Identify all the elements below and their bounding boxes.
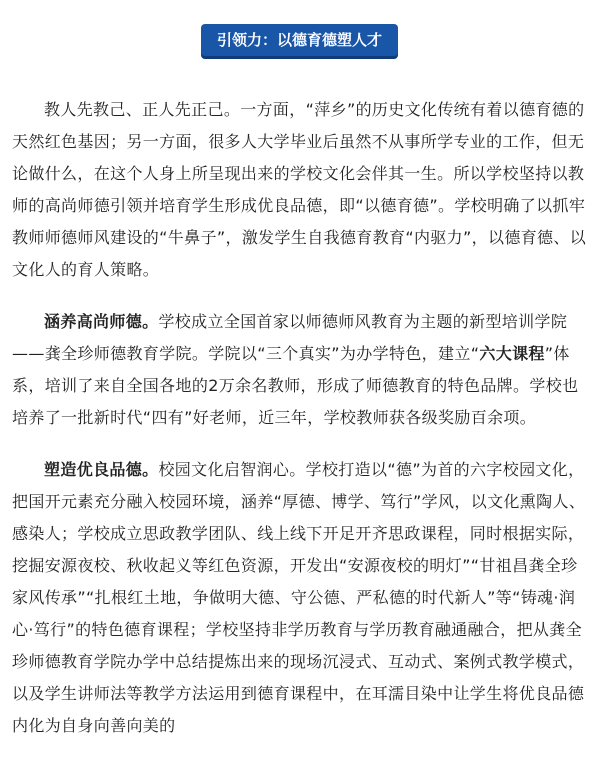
paragraph-2-highlight: 六大课程 xyxy=(479,344,545,363)
section-title: 引领力：以德育德塑人才 xyxy=(203,26,396,54)
title-container xyxy=(0,26,599,54)
paragraph-2-text-a: 学校成立全国首家以师德师风教育为主题的新型培训学院——龚全珍师德教育学院。学院以“三个真实”为办学特色，建立“ xyxy=(12,312,568,363)
paragraph-3-text: 校园文化启智润心。学校打造以“德”为首的六字校园文化，把国开元素充分融入校园环境，涵养“厚德、博学、笃行”学风，以文化熏陶人、感染人；学校成立思政教学团队、线上线下开足开齐思政课程，同时根据实际，挖掘安源夜校、秋收起义等红色资源，开发出“安源夜校的明灯”“甘祖昌龚全珍家风传承”“扎根红土地，争做明大德、守公德、严私德的时代新人”等“铸魂·润心·笃行”的特色德育课程；学校坚持非学历教育与学历教育融通融合，把从龚全珍师德教育学院办学中总结提炼出来的现场沉浸式、互动式、案例式教学模式，以及学生讲师法等教学方法运用到德育课程中，在耳濡目染中让学生将优良品德内化为自身向善向美的 xyxy=(12,460,586,735)
paragraph-2-lead: 涵养高尚师德。 xyxy=(44,312,159,331)
paragraph-2-text-b: ”体系，培训了来自全国各地的2万余名教师，形成了师德教育的特色品牌。学校也培养了一批新时代“四有”好老师，近三年，学校教师获各级奖励百余项。 xyxy=(12,344,579,427)
paragraph-3-lead: 塑造优良品德。 xyxy=(44,460,159,479)
article-body xyxy=(12,94,588,762)
paragraph-1: 教人先教己、正人先正己。一方面，“萍乡”的历史文化传统有着以德育德的天然红色基因；另一方面，很多人大学毕业后虽然不从事所学专业的工作，但无论做什么，在这个人身上所呈现出来的学校文化会伴其一生。所以学校坚持以教师的高尚师德引领并培育学生形成优良品德，即“以德育德”。学校明确了以抓牢教师师德师风建设的“牛鼻子”，激发学生自我德育教育“内驱力”，以德育德、以文化人的育人策略。 xyxy=(12,100,587,279)
paragraph-3 xyxy=(12,454,588,742)
paragraph-2 xyxy=(12,306,588,434)
